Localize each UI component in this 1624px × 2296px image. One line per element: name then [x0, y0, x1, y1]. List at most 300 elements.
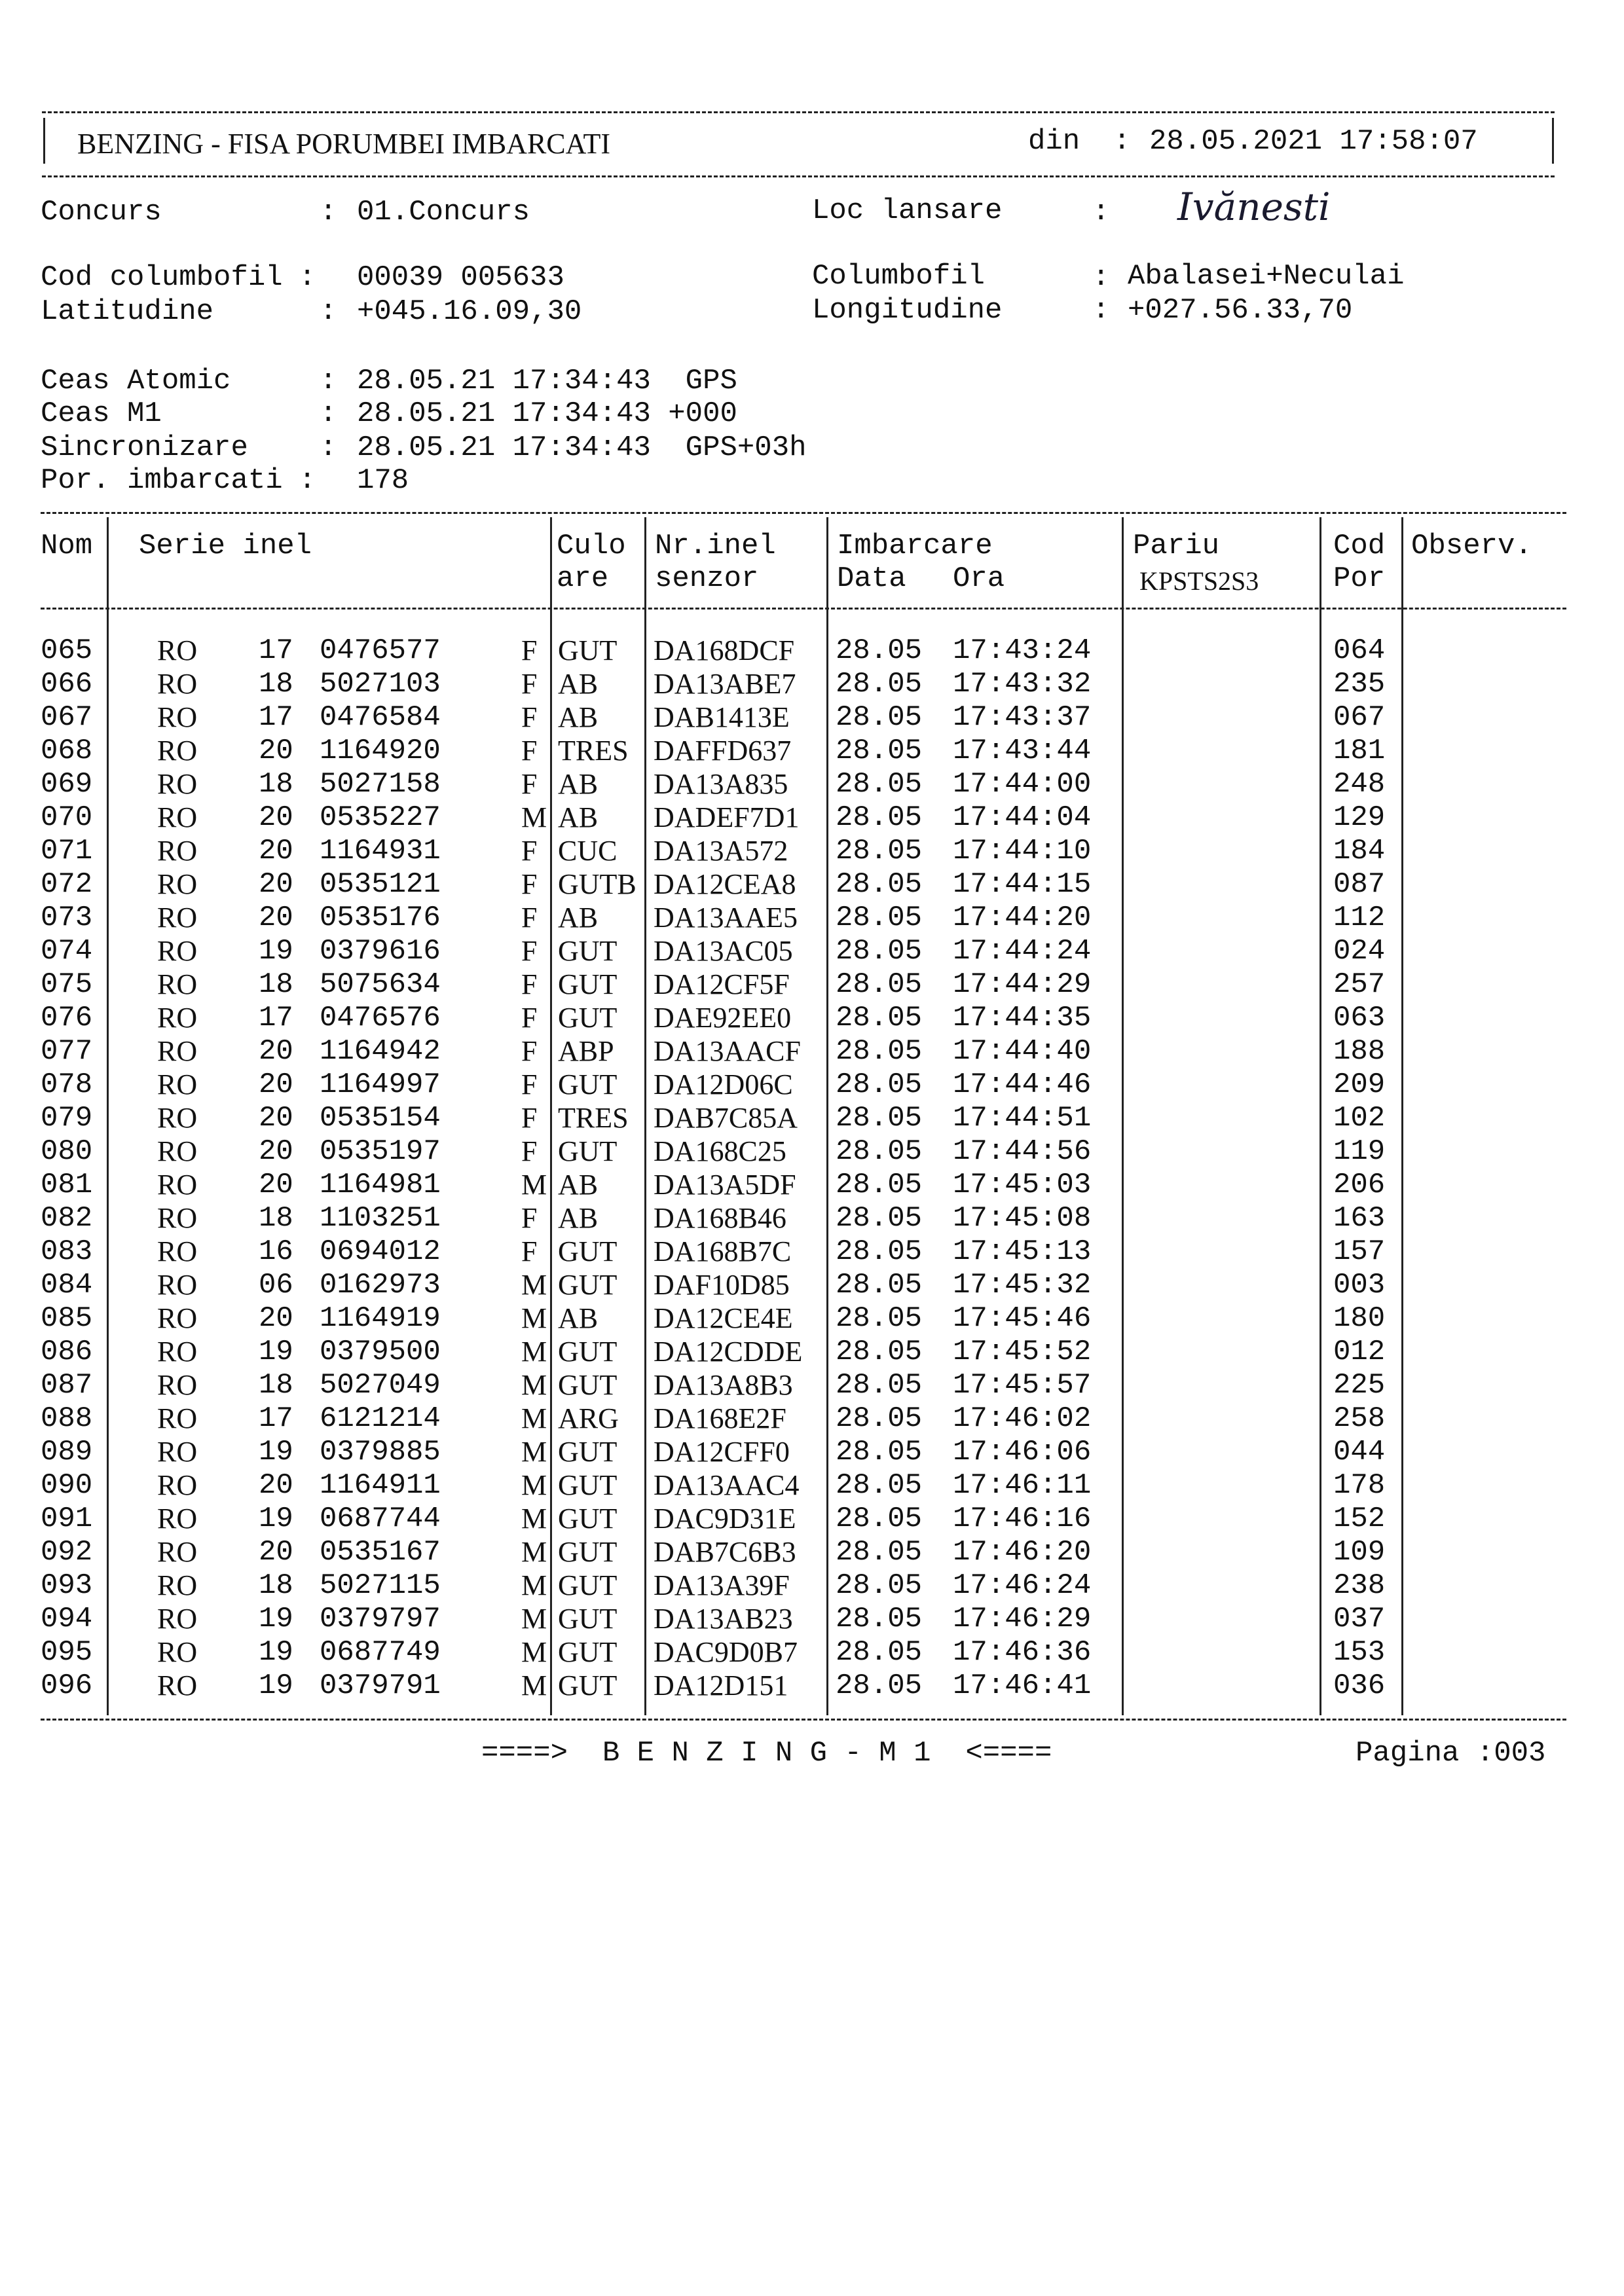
cell-cod: 178	[1333, 1469, 1386, 1502]
header-top-rule	[42, 111, 1555, 113]
cell-cod: 063	[1333, 1002, 1386, 1034]
cell-ring: 0379791	[320, 1669, 441, 1702]
longitudine-label: Longitudine	[812, 294, 1003, 327]
cell-cod: 087	[1333, 868, 1386, 901]
table-row	[0, 1602, 1624, 1635]
cell-nom: 086	[41, 1336, 93, 1368]
cell-ring: 0535154	[320, 1102, 441, 1135]
cell-year: 20	[259, 735, 293, 767]
cod-columbofil-value: 00039 005633	[357, 261, 564, 294]
cell-time: 17:45:08	[953, 1202, 1092, 1235]
cell-color: GUT	[558, 1603, 618, 1635]
cell-year: 20	[259, 1068, 293, 1101]
cell-cod: 153	[1333, 1636, 1386, 1669]
cell-ring: 1103251	[320, 1202, 441, 1235]
cell-nom: 076	[41, 1002, 93, 1034]
cell-cod: 036	[1333, 1669, 1386, 1702]
cell-time: 17:44:10	[953, 835, 1092, 867]
cell-year: 19	[259, 1336, 293, 1368]
table-row	[0, 1402, 1624, 1435]
cell-ring: 0162973	[320, 1269, 441, 1302]
cod-columbofil-label: Cod columbofil	[41, 261, 283, 294]
cell-ring: 0379885	[320, 1436, 441, 1468]
cell-sensor: DA13AACF	[654, 1035, 801, 1067]
cell-ring: 0535197	[320, 1135, 441, 1168]
cell-time: 17:43:32	[953, 668, 1092, 701]
cell-date: 28.05	[836, 935, 923, 968]
cell-color: AB	[558, 1302, 599, 1334]
cell-country: RO	[157, 1536, 198, 1568]
cell-sex: M	[521, 1336, 547, 1368]
cell-year: 19	[259, 935, 293, 968]
cell-date: 28.05	[836, 902, 923, 934]
cell-date: 28.05	[836, 634, 923, 667]
cell-nom: 082	[41, 1202, 93, 1235]
cell-nom: 080	[41, 1135, 93, 1168]
cell-date: 28.05	[836, 1002, 923, 1034]
cell-sex: M	[521, 1536, 547, 1568]
cell-date: 28.05	[836, 1068, 923, 1101]
cell-nom: 074	[41, 935, 93, 968]
longitudine-colon: :	[1092, 294, 1110, 327]
cell-nom: 084	[41, 1269, 93, 1302]
cell-sex: F	[521, 1202, 538, 1234]
table-row	[0, 1435, 1624, 1468]
cell-color: GUT	[558, 1135, 618, 1167]
table-row	[0, 634, 1624, 667]
table-row	[0, 1235, 1624, 1268]
table-row	[0, 767, 1624, 801]
cell-color: GUT	[558, 935, 618, 967]
cell-cod: 037	[1333, 1603, 1386, 1635]
cell-country: RO	[157, 1135, 198, 1167]
th-culoare-1: Culo	[557, 530, 626, 562]
cell-sex: M	[521, 801, 547, 833]
cell-ring: 1164942	[320, 1035, 441, 1068]
cell-country: RO	[157, 835, 198, 867]
th-nr-inel-1: Nr.inel	[655, 530, 776, 562]
cell-ring: 0535227	[320, 801, 441, 834]
cell-nom: 091	[41, 1503, 93, 1535]
cell-time: 17:46:02	[953, 1402, 1092, 1435]
cell-sensor: DA12D06C	[654, 1068, 793, 1101]
cell-sex: M	[521, 1469, 547, 1501]
th-ora: Ora	[953, 562, 1005, 595]
cell-ring: 0687744	[320, 1503, 441, 1535]
cell-cod: 152	[1333, 1503, 1386, 1535]
date-label: din	[1028, 125, 1080, 158]
cell-ring: 0535121	[320, 868, 441, 901]
cell-sex: F	[521, 835, 538, 867]
cell-nom: 068	[41, 735, 93, 767]
cell-sensor: DA13A572	[654, 835, 788, 867]
cell-sensor: DA168DCF	[654, 634, 795, 666]
cell-country: RO	[157, 801, 198, 833]
cell-sex: M	[521, 1603, 547, 1635]
table-row	[0, 1001, 1624, 1034]
cell-color: ARG	[558, 1402, 619, 1434]
cell-color: AB	[558, 1169, 599, 1201]
cell-year: 19	[259, 1669, 293, 1702]
ceas-m1-colon: :	[320, 397, 337, 430]
cell-sensor: DAB7C85A	[654, 1102, 798, 1134]
cell-ring: 5027158	[320, 768, 441, 801]
cell-date: 28.05	[836, 701, 923, 734]
cell-ring: 0379500	[320, 1336, 441, 1368]
cell-time: 17:44:29	[953, 968, 1092, 1001]
cell-cod: 044	[1333, 1436, 1386, 1468]
cell-year: 19	[259, 1636, 293, 1669]
cell-country: RO	[157, 1469, 198, 1501]
table-row	[0, 1535, 1624, 1569]
cell-sensor: DA168C25	[654, 1135, 786, 1167]
cell-color: GUT	[558, 1068, 618, 1101]
cell-sensor: DAC9D0B7	[654, 1636, 798, 1668]
cell-sex: M	[521, 1436, 547, 1468]
cell-color: GUT	[558, 1369, 618, 1401]
cell-nom: 095	[41, 1636, 93, 1669]
cell-time: 17:44:51	[953, 1102, 1092, 1135]
table-row	[0, 667, 1624, 701]
cell-sex: M	[521, 1569, 547, 1601]
table-header-bottom-rule	[41, 608, 1566, 610]
cell-sensor: DA13AB23	[654, 1603, 793, 1635]
cell-country: RO	[157, 768, 198, 800]
cell-time: 17:45:46	[953, 1302, 1092, 1335]
cell-sensor: DA13A835	[654, 768, 788, 800]
cell-year: 19	[259, 1603, 293, 1635]
cell-year: 18	[259, 1369, 293, 1402]
cell-date: 28.05	[836, 1402, 923, 1435]
sincronizare-colon: :	[320, 431, 337, 464]
cell-cod: 180	[1333, 1302, 1386, 1335]
cell-country: RO	[157, 1503, 198, 1535]
cell-sensor: DA12CEA8	[654, 868, 796, 900]
cell-year: 18	[259, 1569, 293, 1602]
table-row	[0, 1101, 1624, 1135]
cell-sex: F	[521, 968, 538, 1000]
cell-color: TRES	[558, 1102, 629, 1134]
cod-columbofil-colon: :	[299, 261, 316, 294]
cell-time: 17:44:24	[953, 935, 1092, 968]
cell-color: GUT	[558, 1269, 618, 1301]
cell-date: 28.05	[836, 1035, 923, 1068]
cell-country: RO	[157, 968, 198, 1000]
cell-color: GUT	[558, 1536, 618, 1568]
cell-sensor: DAB7C6B3	[654, 1536, 796, 1568]
cell-sensor: DA12CE4E	[654, 1302, 793, 1334]
cell-color: AB	[558, 668, 599, 700]
th-pariu-1: Pariu	[1133, 530, 1220, 562]
sincronizare-value: 28.05.21 17:34:43 GPS+03h	[357, 431, 807, 464]
cell-sensor: DA168B46	[654, 1202, 786, 1234]
concurs-value: 01.Concurs	[357, 196, 530, 228]
cell-nom: 066	[41, 668, 93, 701]
cell-nom: 073	[41, 902, 93, 934]
cell-cod: 257	[1333, 968, 1386, 1001]
cell-country: RO	[157, 935, 198, 967]
cell-cod: 163	[1333, 1202, 1386, 1235]
cell-time: 17:44:04	[953, 801, 1092, 834]
cell-ring: 1164981	[320, 1169, 441, 1201]
cell-time: 17:46:20	[953, 1536, 1092, 1569]
cell-time: 17:43:24	[953, 634, 1092, 667]
cell-nom: 094	[41, 1603, 93, 1635]
header-bottom-rule	[42, 175, 1555, 177]
th-data: Data	[837, 562, 906, 595]
cell-color: GUT	[558, 1436, 618, 1468]
cell-date: 28.05	[836, 1235, 923, 1268]
cell-ring: 0379797	[320, 1603, 441, 1635]
loc-lansare-handwritten: Ivănesti	[1177, 185, 1331, 229]
loc-lansare-colon: :	[1092, 196, 1110, 228]
cell-sex: M	[521, 1669, 547, 1702]
cell-time: 17:46:29	[953, 1603, 1092, 1635]
ceas-atomic-colon: :	[320, 365, 337, 397]
cell-color: GUT	[558, 1469, 618, 1501]
cell-cod: 184	[1333, 835, 1386, 867]
cell-cod: 112	[1333, 902, 1386, 934]
cell-sensor: DA168E2F	[654, 1402, 786, 1434]
table-row	[0, 701, 1624, 734]
cell-sex: M	[521, 1269, 547, 1301]
table-row	[0, 1302, 1624, 1335]
cell-ring: 0535176	[320, 902, 441, 934]
cell-nom: 069	[41, 768, 93, 801]
cell-cod: 209	[1333, 1068, 1386, 1101]
cell-date: 28.05	[836, 1102, 923, 1135]
cell-time: 17:44:46	[953, 1068, 1092, 1101]
cell-country: RO	[157, 1336, 198, 1368]
th-cod-1: Cod	[1333, 530, 1386, 562]
cell-year: 20	[259, 1536, 293, 1569]
cell-cod: 129	[1333, 801, 1386, 834]
cell-cod: 181	[1333, 735, 1386, 767]
por-imbarcati-value: 178	[357, 464, 409, 497]
cell-country: RO	[157, 1603, 198, 1635]
th-serie-inel: Serie inel	[139, 530, 312, 562]
cell-time: 17:46:24	[953, 1569, 1092, 1602]
th-observ: Observ.	[1411, 530, 1532, 562]
cell-cod: 119	[1333, 1135, 1386, 1168]
table-row	[0, 1335, 1624, 1368]
cell-year: 20	[259, 835, 293, 867]
cell-year: 17	[259, 1402, 293, 1435]
cell-color: GUT	[558, 968, 618, 1000]
cell-time: 17:44:15	[953, 868, 1092, 901]
cell-cod: 024	[1333, 935, 1386, 968]
cell-sex: F	[521, 1235, 538, 1267]
table-row	[0, 1468, 1624, 1502]
cell-nom: 070	[41, 801, 93, 834]
cell-country: RO	[157, 1269, 198, 1301]
cell-country: RO	[157, 1669, 198, 1702]
cell-nom: 081	[41, 1169, 93, 1201]
cell-color: AB	[558, 701, 599, 733]
cell-cod: 067	[1333, 701, 1386, 734]
columbofil-value: Abalasei+Neculai	[1128, 260, 1405, 293]
cell-sensor: DA13A5DF	[654, 1169, 796, 1201]
cell-year: 16	[259, 1235, 293, 1268]
cell-color: CUC	[558, 835, 618, 867]
cell-sex: F	[521, 902, 538, 934]
cell-year: 20	[259, 1302, 293, 1335]
cell-date: 28.05	[836, 1536, 923, 1569]
cell-nom: 065	[41, 634, 93, 667]
cell-sensor: DA13ABE7	[654, 668, 796, 700]
cell-country: RO	[157, 668, 198, 700]
cell-date: 28.05	[836, 1469, 923, 1502]
cell-cod: 206	[1333, 1169, 1386, 1201]
cell-year: 06	[259, 1269, 293, 1302]
cell-year: 20	[259, 1169, 293, 1201]
cell-year: 18	[259, 1202, 293, 1235]
ceas-atomic-label: Ceas Atomic	[41, 365, 231, 397]
cell-time: 17:45:52	[953, 1336, 1092, 1368]
cell-sex: F	[521, 768, 538, 800]
table-row	[0, 968, 1624, 1001]
table-top-rule	[41, 512, 1566, 514]
cell-date: 28.05	[836, 801, 923, 834]
cell-time: 17:44:20	[953, 902, 1092, 934]
cell-sensor: DA13AC05	[654, 935, 793, 967]
cell-year: 19	[259, 1436, 293, 1468]
cell-nom: 089	[41, 1436, 93, 1468]
cell-cod: 258	[1333, 1402, 1386, 1435]
concurs-colon: :	[320, 196, 337, 228]
cell-time: 17:43:37	[953, 701, 1092, 734]
cell-color: GUT	[558, 1503, 618, 1535]
cell-sensor: DA12CF5F	[654, 968, 790, 1000]
cell-time: 17:46:36	[953, 1636, 1092, 1669]
cell-color: AB	[558, 768, 599, 800]
cell-time: 17:46:16	[953, 1503, 1092, 1535]
loc-lansare-label: Loc lansare	[812, 194, 1003, 227]
table-row	[0, 1168, 1624, 1201]
cell-sensor: DAC9D31E	[654, 1503, 796, 1535]
cell-sex: F	[521, 668, 538, 700]
cell-nom: 075	[41, 968, 93, 1001]
cell-time: 17:46:41	[953, 1669, 1092, 1702]
cell-nom: 083	[41, 1235, 93, 1268]
cell-ring: 1164997	[320, 1068, 441, 1101]
table-row	[0, 1068, 1624, 1101]
cell-sex: F	[521, 735, 538, 767]
longitudine-value: +027.56.33,70	[1128, 294, 1353, 327]
cell-cod: 248	[1333, 768, 1386, 801]
cell-ring: 5075634	[320, 968, 441, 1001]
cell-sex: F	[521, 935, 538, 967]
cell-year: 20	[259, 1102, 293, 1135]
cell-cod: 235	[1333, 668, 1386, 701]
table-row	[0, 1635, 1624, 1669]
cell-year: 19	[259, 1503, 293, 1535]
latitudine-value: +045.16.09,30	[357, 295, 582, 328]
th-imbarcare: Imbarcare	[837, 530, 993, 562]
cell-country: RO	[157, 868, 198, 900]
cell-date: 28.05	[836, 868, 923, 901]
cell-sensor: DAF10D85	[654, 1269, 790, 1301]
page-number: Pagina :003	[1356, 1737, 1546, 1770]
cell-sex: F	[521, 1002, 538, 1034]
cell-ring: 0535167	[320, 1536, 441, 1569]
cell-color: TRES	[558, 735, 629, 767]
cell-color: GUT	[558, 1002, 618, 1034]
cell-date: 28.05	[836, 1436, 923, 1468]
cell-year: 17	[259, 1002, 293, 1034]
cell-nom: 090	[41, 1469, 93, 1502]
cell-ring: 0476576	[320, 1002, 441, 1034]
cell-color: GUT	[558, 1235, 618, 1267]
cell-sex: F	[521, 1035, 538, 1067]
cell-year: 20	[259, 1469, 293, 1502]
cell-time: 17:45:57	[953, 1369, 1092, 1402]
cell-country: RO	[157, 735, 198, 767]
cell-sensor: DA13A39F	[654, 1569, 790, 1601]
table-row	[0, 1135, 1624, 1168]
cell-date: 28.05	[836, 1336, 923, 1368]
cell-sex: M	[521, 1402, 547, 1434]
cell-nom: 071	[41, 835, 93, 867]
cell-sex: F	[521, 1135, 538, 1167]
cell-ring: 5027103	[320, 668, 441, 701]
cell-year: 18	[259, 968, 293, 1001]
cell-ring: 1164919	[320, 1302, 441, 1335]
cell-color: GUT	[558, 634, 618, 666]
cell-date: 28.05	[836, 1135, 923, 1168]
cell-time: 17:46:06	[953, 1436, 1092, 1468]
cell-sensor: DAFFD637	[654, 735, 792, 767]
cell-time: 17:45:32	[953, 1269, 1092, 1302]
cell-time: 17:43:44	[953, 735, 1092, 767]
cell-country: RO	[157, 902, 198, 934]
th-culoare-2: are	[557, 562, 609, 595]
cell-year: 18	[259, 668, 293, 701]
cell-sensor: DA13AAE5	[654, 902, 798, 934]
cell-country: RO	[157, 1436, 198, 1468]
cell-sex: F	[521, 868, 538, 900]
cell-sex: F	[521, 701, 538, 733]
cell-country: RO	[157, 1235, 198, 1267]
cell-nom: 078	[41, 1068, 93, 1101]
cell-cod: 188	[1333, 1035, 1386, 1068]
document-title: BENZING - FISA PORUMBEI IMBARCATI	[77, 128, 611, 160]
cell-sex: M	[521, 1369, 547, 1401]
concurs-label: Concurs	[41, 196, 162, 228]
cell-time: 17:46:11	[953, 1469, 1092, 1502]
cell-sensor: DA12D151	[654, 1669, 788, 1702]
cell-cod: 225	[1333, 1369, 1386, 1402]
cell-date: 28.05	[836, 668, 923, 701]
header-left-border	[43, 118, 45, 164]
cell-year: 20	[259, 1035, 293, 1068]
cell-ring: 5027115	[320, 1569, 441, 1602]
table-row	[0, 1569, 1624, 1602]
cell-sensor: DA12CDDE	[654, 1336, 803, 1368]
cell-color: GUT	[558, 1636, 618, 1668]
cell-nom: 093	[41, 1569, 93, 1602]
cell-country: RO	[157, 1102, 198, 1134]
cell-country: RO	[157, 1035, 198, 1067]
cell-sex: M	[521, 1169, 547, 1201]
cell-nom: 077	[41, 1035, 93, 1068]
cell-sex: F	[521, 634, 538, 666]
header-right-border	[1552, 118, 1554, 164]
cell-year: 20	[259, 902, 293, 934]
table-row	[0, 901, 1624, 934]
cell-date: 28.05	[836, 1669, 923, 1702]
table-bottom-rule	[41, 1719, 1566, 1721]
